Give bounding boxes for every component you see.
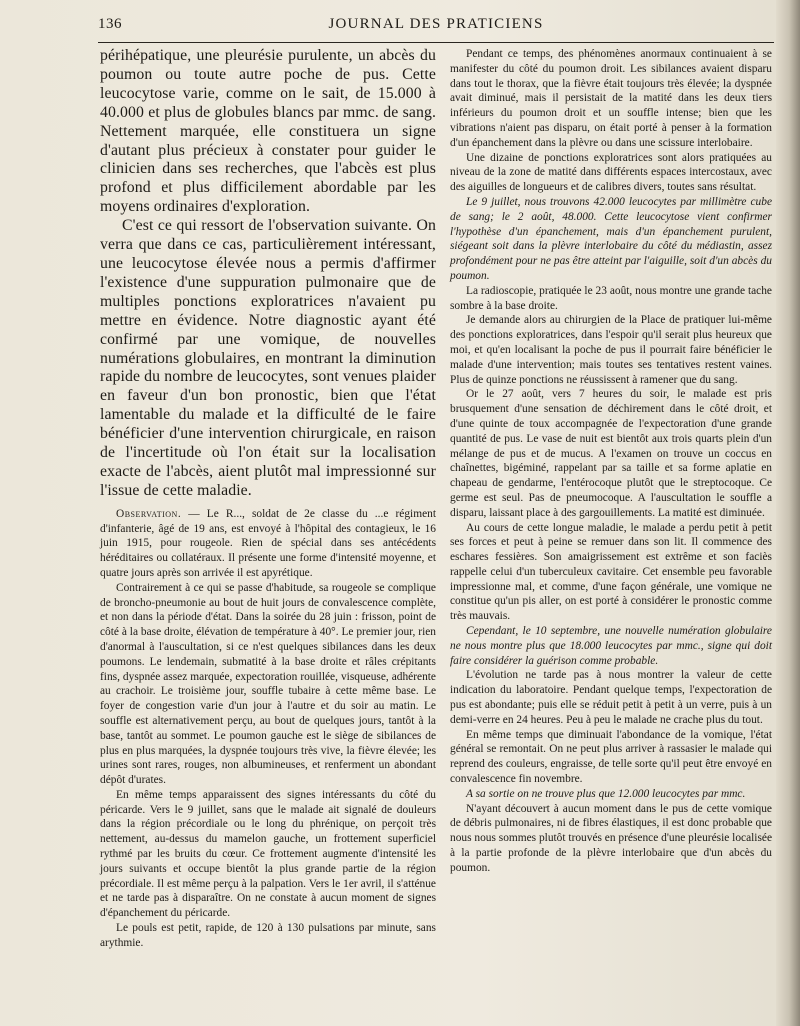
observation-text bbox=[100, 507, 436, 951]
body-paragraph: N'ayant découvert à aucun moment dans le pus de cette vomique de débris pulmonaires, ni de fibres élastiques, il est donc probable que nous nous sommes plutôt trouvés en présence d'une pleurésie localisée à la partie profonde de la plèvre interlobaire que d'un abcès du poumon. bbox=[450, 802, 772, 874]
page-header bbox=[98, 16, 774, 43]
right-column bbox=[450, 47, 772, 876]
small-paragraph: Contrairement à ce qui se passe d'habitude, sa rougeole se complique de broncho-pneumonie au bout de huit jours de convalescence complète, et non dans la période d'état. Dans la soirée du 28 juin : frisson, point de côté à la base droite, élévation de température à 40°. Le premier jour, rien d'anormal à l'auscultation, si ce n'est quelques sibilances dans les deux poumons. Le lendemain, submatité à la base droite et râles crépitants fins, dyspnée assez marquée, expectoration rouillée, visqueuse, adhérente au crachoir. Le troisième jour, souffle tubaire à cette même base. Le foyer de congestion varie d'un jour à l'autre et du soir au matin. Le souffle est alternativement perçu, au bout de quelques jours, tantôt à la base, tantôt au sommet. Le poumon gauche est le siège de sibilances de plus en plus marquées, la dyspnée toujours très vive, la fièvre élevée; les urines sont rares, rouges, non albumineuses, et renferment un abondant dépôt d'urates. bbox=[100, 581, 436, 787]
running-title: JOURNAL DES PRATICIENS bbox=[328, 16, 544, 32]
body-paragraph: Une dizaine de ponctions exploratrices sont alors pratiquées au niveau de la zone de matité dans différents espaces intercostaux, avec des aiguilles de longueurs et de calibres divers, toutes sans résultat. bbox=[450, 151, 772, 194]
small-paragraph: En même temps apparaissent des signes intéressants du côté du péricarde. Vers le 9 juillet, sans que le malade ait signalé de douleurs dans la région précordiale ou le long du phrénique, on perçoit très nettement, au-dessus du mamelon gauche, un frottement superficiel rythmé par les bruits du cœur. Ce frottement augmente d'intensité les jours suivants et occupe bientôt la plus grande partie de la région précordiale. Il est même perçu à la palpation. Vers le 1er avril, il s'atténue et ne tarde pas à disparaître. On ne constate à aucun moment de signes d'épanchement du péricarde. bbox=[100, 788, 436, 920]
body-paragraph: L'évolution ne tarde pas à nous montrer la valeur de cette indication du laboratoire. Pendant quelque temps, l'expectoration de pus est abondante; puis elle se réduit petit à petit à un verre, puis à un demi-verre en 24 heures. Peu à peu le malade ne crache plus du tout. bbox=[450, 669, 772, 726]
page-binding-edge bbox=[776, 0, 800, 1026]
italic-paragraph: A sa sortie on ne trouve plus que 12.000 leucocytes par mmc. bbox=[466, 787, 746, 800]
observation-label: Observation. bbox=[116, 507, 182, 520]
observation-body: — Le R..., soldat de 2e classe du ...e régiment d'infanterie, âgé de 19 ans, est envoyé à l'hôpital des contagieux, le 16 juin 1915, pour rougeole. Rien de spécial dans ses antécédents héréditaires ou collatéraux. Il présente une forme d'intensité moyenne, et quatre jours après son arrivée il est apyrétique. bbox=[100, 507, 436, 579]
body-paragraph: Pendant ce temps, des phénomènes anormaux continuaient à se manifester du côté du poumon droit. Les sibilances avaient disparu dans tout le thorax, que la fièvre était toujours très élevée; la dyspnée avait diminué, mais il persistait de la matité dans les deux tiers inférieurs du poumon droit et un souffle intense; bien que les vibrations n'aient pas disparu, on était porté à penser à la formation d'un épanchement dans la plèvre ou dans une scissure interlobaire. bbox=[450, 48, 772, 149]
body-paragraph: Or le 27 août, vers 7 heures du soir, le malade est pris brusquement d'une sensation de déchirement dans le côté droit, et d'une quinte de toux accompagnée de l'expectoration d'une grande quantité de pus. Le vase de nuit est bientôt aux trois quarts plein d'un mélange de pus et de mucus. A l'examen on trouve un coccus en chaînettes, bigéminé, rappelant par sa taille et sa forme aplatie en chapeau de gendarme, l'entérocoque plutôt que le streptocoque. Ce germe est seul. Pas de pneumocoque. A l'auscultation le souffle a disparu, laissant place à des gargouillements. La matité est diminuée. bbox=[450, 388, 772, 519]
body-paragraph: Au cours de cette longue maladie, le malade a perdu petit à petit ses forces et peut à peine se remuer dans son lit. Il commence des eschares fessières. Son amaigrissement est extrême et son faciès rappelle celui d'un tuberculeux cavitaire. Cet ensemble peu favorable impressionne mal, et comme, d'une façon générale, une vomique ne constitue qu'un pis aller, on est porté à considérer le pronostic comme très mauvais. bbox=[450, 521, 772, 623]
body-paragraph: En même temps que diminuait l'abondance de la vomique, l'état général se remontait. On ne peut plus arriver à rassasier le malade qui reprend des couleurs, engraisse, de telle sorte qu'il peut être envoyé en convalescence fin novembre. bbox=[450, 728, 772, 786]
italic-paragraph: Cependant, le 10 septembre, une nouvelle numération globulaire ne nous montre plus que 18.000 leucocytes par mmc., signe qui doit faire considérer la guérison comme probable. bbox=[450, 625, 772, 667]
observation-paragraph bbox=[100, 507, 436, 581]
small-paragraph: Le pouls est petit, rapide, de 120 à 130 pulsations par minute, sans arythmie. bbox=[100, 922, 436, 949]
page-number: 136 bbox=[98, 16, 122, 32]
italic-paragraph: Le 9 juillet, nous trouvons 42.000 leucocytes par millimètre cube de sang; le 2 août, 48.000. Cette leucocytose vient confirmer l'hypothèse d'un épanchement, mais d'un épanchement purulent, siégeant soit dans la plèvre interlobaire du côté du médiastin, assez profondément pour ne pas être atteint par l'aiguille, soit d'un abcès du poumon. bbox=[450, 195, 772, 282]
intro-text bbox=[100, 47, 436, 501]
body-paragraph: Je demande alors au chirurgien de la Place de pratiquer lui-même des ponctions exploratrices, dans l'espoir qu'il serait plus heureux que moi, et qu'en localisant la poche de pus il pourrait faire bénéficier le malade d'une intervention; mais toutes ses tentatives restent vaines. Plus de quinze ponctions ne réussissent à ramener que du sang. bbox=[450, 314, 772, 386]
left-column bbox=[100, 47, 436, 951]
body-paragraph: La radioscopie, pratiquée le 23 août, nous montre une grande tache sombre à la base droite. bbox=[450, 284, 772, 312]
body-paragraph: C'est ce qui ressort de l'observation suivante. On verra que dans ce cas, particulièrement intéressant, une leucocytose élevée nous a permis d'affirmer l'existence d'une suppuration pulmonaire que de multiples ponctions exploratrices n'avaient pu mettre en évidence. Notre diagnostic ayant été confirmé par une vomique, de nouvelles numérations globulaires, en montrant la diminution rapide du nombre de leucocytes, sont venues plaider en faveur d'un bon pronostic, bien que l'état lamentable du malade et la difficulté de le faire bénéficier d'une intervention chirurgicale, en raison de l'incertitude où l'on était sur la localisation exacte de l'abcès, aient plutôt mal impressionné sur l'issue de cette maladie. bbox=[100, 217, 436, 499]
body-paragraph: périhépatique, une pleurésie purulente, un abcès du poumon ou toute autre poche de pus. Cette leucocytose varie, comme on le sait, de 15.000 à 40.000 et plus de globules blancs par mmc. de sang. Nettement marquée, elle constituera un signe d'autant plus précieux à constater pour guider le clinicien dans ses recherches, que l'abcès est plus profond et plus difficilement abordable par les moyens ordinaires d'exploration. bbox=[100, 47, 436, 216]
